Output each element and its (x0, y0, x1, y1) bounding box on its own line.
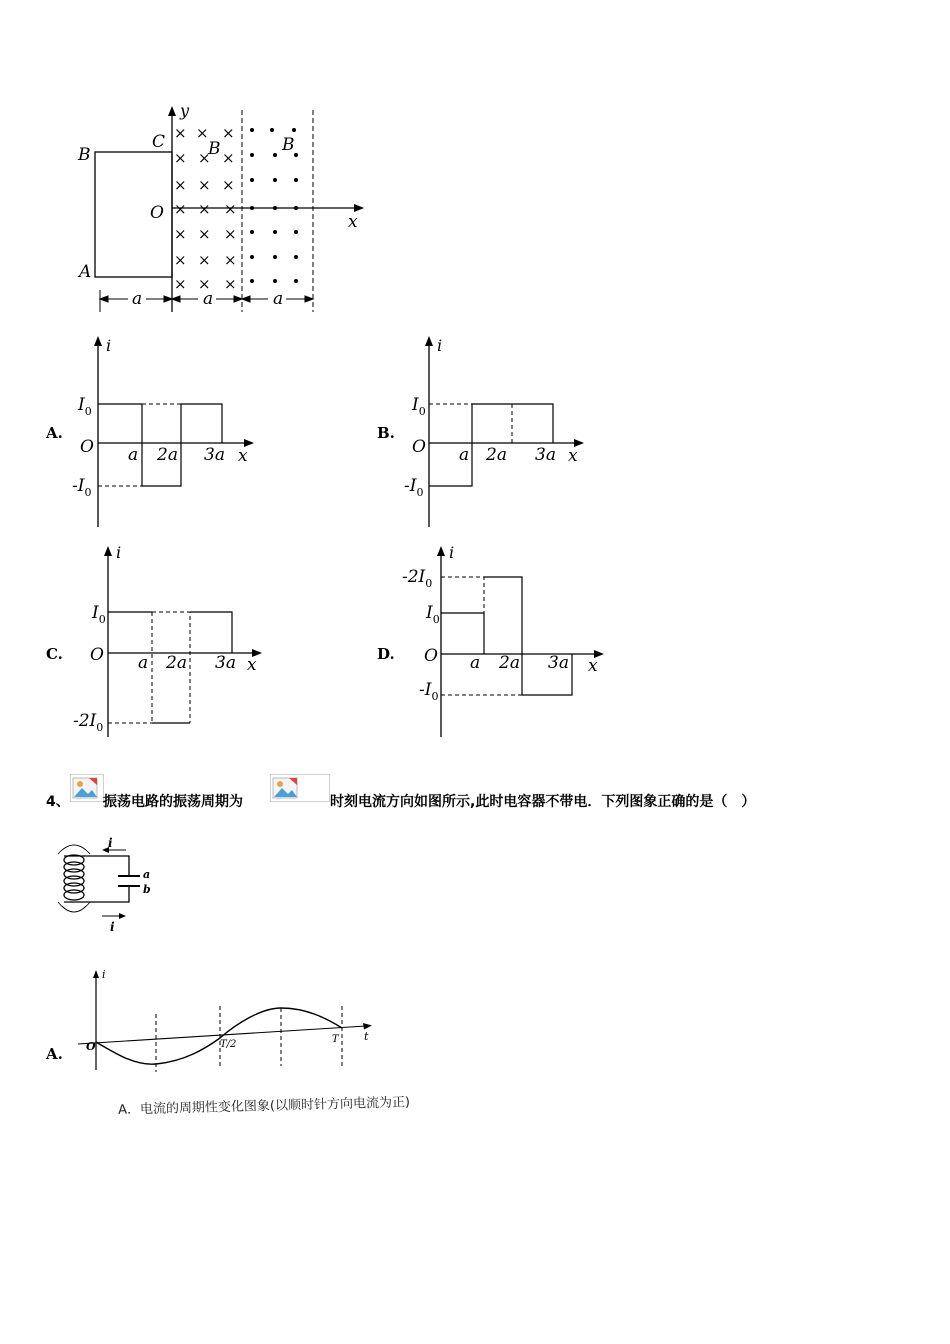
svg-text:3a: 3a (215, 653, 236, 673)
svg-text:×: × (224, 275, 237, 293)
svg-text:T: T (332, 1034, 339, 1045)
origin-label: O (150, 203, 164, 223)
svg-text:×: × (174, 225, 187, 243)
svg-text:×: × (174, 200, 187, 218)
svg-text:2a: 2a (499, 653, 520, 673)
broken-image-icon (71, 775, 103, 801)
field-label-right: B (282, 135, 295, 155)
svg-text:x: x (588, 656, 598, 676)
svg-text:-I0: $-I_0$ (72, 476, 92, 499)
svg-text:i: i (437, 336, 443, 355)
label-A-corner: A (79, 262, 92, 282)
svg-text:×: × (198, 275, 211, 293)
svg-text:O: O (90, 645, 104, 665)
y-axis-label: y (180, 101, 190, 120)
svg-text:×: × (174, 124, 187, 142)
svg-text:×: × (174, 149, 187, 167)
svg-text:×: × (174, 176, 187, 194)
q4-option-a-caption: A．电流的周期性变化图象(以顺时针方向电流为正) (117, 1095, 411, 1118)
svg-text:i: i (110, 920, 115, 934)
svg-text:×: × (198, 225, 211, 243)
svg-text:a: a (470, 653, 481, 673)
svg-text:×: × (224, 251, 237, 269)
svg-text:3a: 3a (548, 653, 569, 673)
option-b-label: B. (377, 424, 395, 442)
svg-text:x: x (238, 446, 248, 466)
svg-text:×: × (222, 176, 235, 194)
svg-text:-I0: $-I_0$ (419, 680, 439, 703)
question-4-text-part2: 时刻电流方向如图所示,此时电容器不带电．下列图象正确的是（ ） (330, 794, 756, 810)
svg-text:O: O (424, 646, 438, 666)
svg-text:2a: 2a (486, 445, 507, 465)
svg-text:a: a (459, 445, 470, 465)
dim-a-2: a (203, 289, 214, 309)
svg-text:×: × (222, 149, 235, 167)
svg-text:×: × (198, 176, 211, 194)
svg-text:I0: $I_0$ (92, 603, 106, 626)
svg-text:-2I0: $-2I_0$ (402, 567, 433, 590)
x-axis-arrow (354, 204, 364, 212)
q4-option-a-label: A. (46, 1045, 63, 1063)
svg-text:a: a (128, 445, 139, 465)
option-a-graph (70, 330, 270, 535)
svg-text:3a: 3a (535, 445, 556, 465)
svg-text:×: × (198, 149, 211, 167)
svg-text:i: i (449, 543, 455, 562)
y-axis-arrow (168, 106, 176, 116)
field-into-page (174, 124, 237, 293)
svg-text:O: O (412, 437, 426, 457)
broken-image-placeholder (270, 774, 330, 802)
option-b-graph (400, 330, 600, 535)
svg-text:O: O (86, 1040, 96, 1053)
inductor-coil (64, 855, 84, 900)
svg-text:×: × (198, 251, 211, 269)
svg-text:O: O (80, 437, 94, 457)
question-4-text-part1: 振荡电路的振荡周期为 (103, 794, 243, 810)
label-B-corner: B (78, 145, 91, 165)
lc-circuit-figure (54, 836, 164, 936)
svg-text:2a: 2a (157, 445, 178, 465)
dim-a-1: a (132, 289, 143, 309)
label-C-corner: C (152, 132, 166, 152)
svg-text:I0: $I_0$ (426, 603, 440, 626)
broken-image-icon (271, 775, 303, 801)
svg-text:I0: $I_0$ (78, 395, 92, 418)
svg-text:b: b (143, 883, 151, 896)
svg-text:×: × (224, 225, 237, 243)
svg-text:-I0: $-I_0$ (404, 476, 424, 499)
svg-text:t: t (364, 1030, 369, 1043)
option-d-graph (400, 540, 610, 745)
option-c-graph (70, 540, 270, 745)
dim-a-3: a (273, 289, 284, 309)
svg-text:i: i (108, 836, 113, 850)
svg-text:×: × (224, 200, 237, 218)
svg-text:i: i (106, 336, 112, 355)
svg-text:x: x (568, 446, 578, 466)
q4-option-a-graph (76, 966, 386, 1078)
option-d-label: D. (377, 645, 395, 663)
svg-text:T/2: T/2 (220, 1039, 237, 1050)
svg-text:×: × (196, 124, 209, 142)
svg-text:3a: 3a (204, 445, 225, 465)
svg-text:i: i (116, 543, 122, 562)
svg-text:i: i (102, 968, 106, 981)
svg-text:a: a (138, 653, 149, 673)
x-axis-label: x (348, 212, 358, 232)
svg-text:2a: 2a (166, 653, 187, 673)
svg-text:-2I0: $-2I_0$ (73, 711, 104, 734)
magnetic-field-figure (70, 100, 380, 320)
svg-text:×: × (222, 124, 235, 142)
svg-text:a: a (143, 868, 151, 881)
field-label-left: B (208, 139, 221, 159)
option-c-label: C. (46, 645, 63, 663)
current-curve (96, 1008, 342, 1064)
svg-text:x: x (247, 655, 257, 675)
broken-image-placeholder (70, 774, 104, 802)
question-4-number: 4、 (46, 794, 70, 810)
svg-text:×: × (198, 200, 211, 218)
svg-text:×: × (174, 251, 187, 269)
svg-text:×: × (174, 275, 187, 293)
svg-text:I0: $I_0$ (412, 395, 426, 418)
option-a-label: A. (46, 424, 63, 442)
